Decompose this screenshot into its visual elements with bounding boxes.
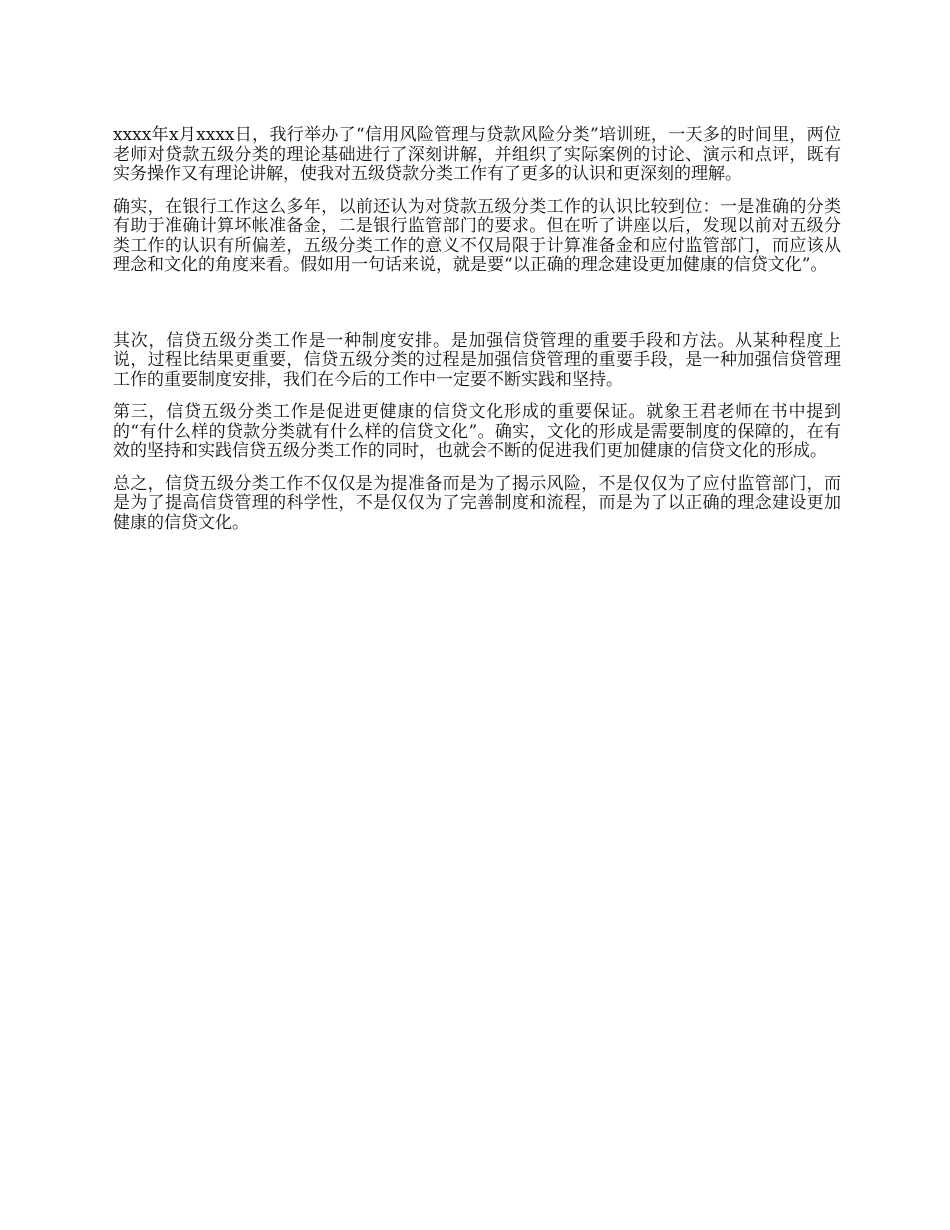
paragraph-conclusion: 总之，信贷五级分类工作不仅仅是为提准备而是为了揭示风险，不是仅仅为了应付监管部门，而是为了提高信贷管理的科学性，不是仅仅为了完善制度和流程，而是为了以正确的理念建设更加健康的信贷文化。 [113,473,841,533]
paragraph-second-point: 其次，信贷五级分类工作是一种制度安排。是加强信贷管理的重要手段和方法。从某种程度上说，过程比结果更重要，信贷五级分类的过程是加强信贷管理的重要手段，是一种加强信贷管理工作的重要制度安排，我们在今后的工作中一定要不断实践和坚持。 [113,330,841,390]
paragraph-understanding: 确实，在银行工作这么多年，以前还认为对贷款五级分类工作的认识比较到位：一是准确的分类有助于准确计算坏帐准备金，二是银行监管部门的要求。但在听了讲座以后，发现以前对五级分类工作的认识有所偏差，五级分类工作的意义不仅局限于计算准备金和应付监管部门，而应该从理念和文化的角度来看。假如用一句话来说，就是要“以正确的理念建设更加健康的信贷文化”。 [113,196,841,275]
paragraph-intro: xxxx年x月xxxx日，我行举办了“信用风险管理与贷款风险分类”培训班，一天多的时间里，两位老师对贷款五级分类的理论基础进行了深刻讲解，并组织了实际案例的讨论、演示和点评，既有实务操作又有理论讲解，使我对五级贷款分类工作有了更多的认识和更深刻的理解。 [113,125,841,184]
paragraph-third-point: 第三，信贷五级分类工作是促进更健康的信贷文化形成的重要保证。就象王君老师在书中提到的“有什么样的贷款分类就有什么样的信贷文化”。确实，文化的形成是需要制度的保障的，在有效的坚持和实践信贷五级分类工作的同时，也就会不断的促进我们更加健康的信贷文化的形成。 [113,402,841,461]
document-body [113,126,841,546]
blank-gap [113,289,841,332]
